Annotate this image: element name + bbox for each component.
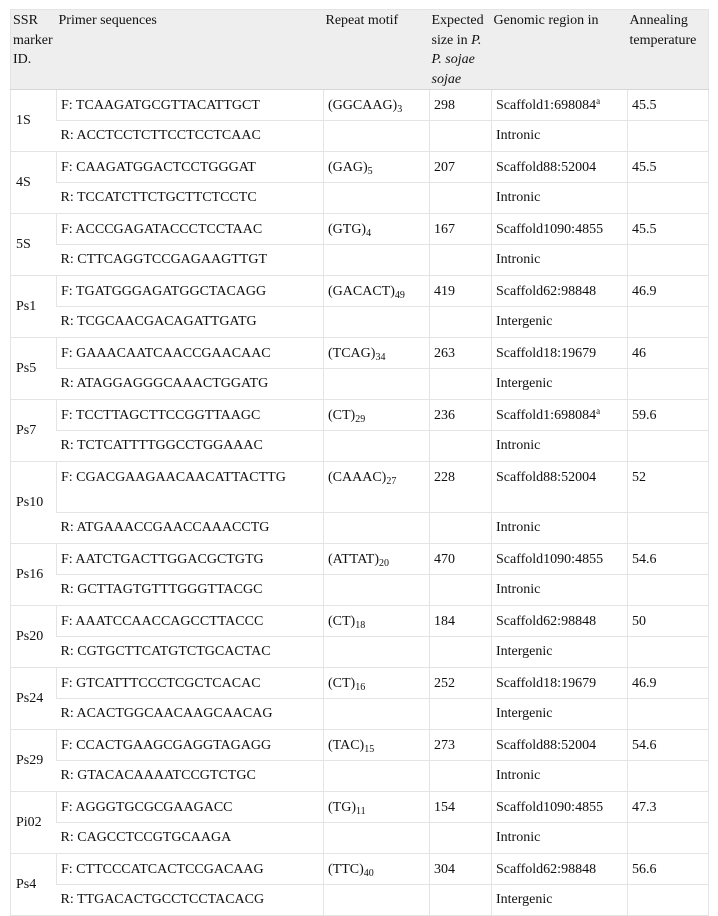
empty-cell bbox=[430, 761, 492, 792]
scaffold-location: Scaffold1090:4855 bbox=[496, 800, 604, 815]
reverse-primer-cell: R: GTACACAAAATCCGTCTGC bbox=[57, 761, 324, 792]
genomic-region-cell: Intronic bbox=[492, 183, 628, 214]
empty-cell bbox=[628, 369, 709, 400]
table-row-forward bbox=[11, 792, 709, 823]
reverse-primer-cell: R: TCTCATTTTGGCCTGGAAAC bbox=[57, 431, 324, 462]
genomic-region-cell: Intronic bbox=[492, 245, 628, 276]
header-row bbox=[11, 10, 709, 90]
forward-primer-cell: F: TCAAGATGCGTTACATTGCT bbox=[57, 90, 324, 121]
table-row-forward bbox=[11, 214, 709, 245]
genomic-region-cell: Intronic bbox=[492, 431, 628, 462]
repeat-motif-unit: (GACACT) bbox=[328, 284, 395, 299]
forward-primer-cell: F: AAATCCAACCAGCCTTACCC bbox=[57, 606, 324, 637]
table-row-forward bbox=[11, 276, 709, 307]
annealing-temperature-cell: 54.6 bbox=[628, 544, 709, 575]
empty-cell bbox=[430, 245, 492, 276]
repeat-motif-count: 49 bbox=[394, 290, 405, 301]
genomic-region-cell: Intergenic bbox=[492, 369, 628, 400]
empty-cell bbox=[324, 307, 430, 338]
scaffold-location: Scaffold1:698084 bbox=[496, 408, 597, 423]
scaffold-location: Scaffold88:52004 bbox=[496, 738, 597, 753]
table-row-reverse bbox=[11, 121, 709, 152]
scaffold-location: Scaffold18:19679 bbox=[496, 346, 597, 361]
scaffold-location: Scaffold1:698084 bbox=[496, 98, 597, 113]
table-row-reverse bbox=[11, 885, 709, 916]
repeat-motif-cell bbox=[324, 276, 430, 307]
header-size-text: Expected size in bbox=[431, 13, 484, 48]
expected-size-cell: 298 bbox=[430, 90, 492, 121]
annealing-temperature-cell: 46.9 bbox=[628, 668, 709, 699]
empty-cell bbox=[628, 699, 709, 730]
annealing-temperature-cell: 52 bbox=[628, 462, 709, 513]
scaffold-location: Scaffold18:19679 bbox=[496, 676, 597, 691]
scaffold-cell bbox=[492, 730, 628, 761]
expected-size-cell: 263 bbox=[430, 338, 492, 369]
empty-cell bbox=[628, 121, 709, 152]
genomic-region-cell: Intronic bbox=[492, 513, 628, 544]
table-header bbox=[11, 10, 709, 90]
forward-primer-cell: F: AGGGTGCGCGAAGACC bbox=[57, 792, 324, 823]
reverse-primer-cell: R: ACACTGGCAACAAGCAACAG bbox=[57, 699, 324, 730]
repeat-motif-cell bbox=[324, 90, 430, 121]
empty-cell bbox=[628, 885, 709, 916]
expected-size-cell: 304 bbox=[430, 854, 492, 885]
repeat-motif-unit: (GAG) bbox=[328, 160, 368, 175]
repeat-motif-count: 18 bbox=[355, 620, 366, 631]
header-expected-size bbox=[430, 10, 492, 90]
scaffold-location: Scaffold88:52004 bbox=[496, 470, 597, 485]
table-row-forward bbox=[11, 544, 709, 575]
genomic-region-cell: Intronic bbox=[492, 121, 628, 152]
repeat-motif-unit: (GTG) bbox=[328, 222, 367, 237]
annealing-temperature-cell: 46.9 bbox=[628, 276, 709, 307]
repeat-motif-count: 5 bbox=[367, 166, 373, 177]
header-marker-id: SSR marker ID. bbox=[11, 10, 57, 90]
expected-size-cell: 207 bbox=[430, 152, 492, 183]
table-row-forward bbox=[11, 668, 709, 699]
repeat-motif-cell bbox=[324, 462, 430, 513]
empty-cell bbox=[628, 307, 709, 338]
forward-primer-cell: F: ACCCGAGATACCCTCCTAAC bbox=[57, 214, 324, 245]
empty-cell bbox=[430, 121, 492, 152]
marker-id-cell: Ps7 bbox=[11, 400, 57, 462]
scaffold-location: Scaffold62:98848 bbox=[496, 614, 597, 629]
footnote-marker: a bbox=[596, 96, 601, 106]
empty-cell bbox=[430, 637, 492, 668]
table-row-forward bbox=[11, 338, 709, 369]
table-row-reverse bbox=[11, 431, 709, 462]
scaffold-location: Scaffold1090:4855 bbox=[496, 222, 604, 237]
empty-cell bbox=[324, 369, 430, 400]
empty-cell bbox=[324, 637, 430, 668]
scaffold-cell bbox=[492, 668, 628, 699]
repeat-motif-count: 15 bbox=[364, 744, 375, 755]
repeat-motif-unit: (CT) bbox=[328, 408, 356, 423]
repeat-motif-count: 4 bbox=[366, 228, 372, 239]
ssr-marker-table bbox=[10, 9, 709, 916]
table-body bbox=[11, 90, 709, 916]
forward-primer-cell: F: CGACGAAGAACAACATTACTTG bbox=[57, 462, 324, 513]
footnote-marker: a bbox=[596, 406, 601, 416]
header-annealing-temperature: Annealing temperature bbox=[628, 10, 709, 90]
empty-cell bbox=[628, 245, 709, 276]
scaffold-cell bbox=[492, 276, 628, 307]
marker-id-cell: 5S bbox=[11, 214, 57, 276]
forward-primer-cell: F: GAAACAATCAACCGAACAAC bbox=[57, 338, 324, 369]
repeat-motif-cell bbox=[324, 544, 430, 575]
table-row-reverse bbox=[11, 823, 709, 854]
table-row-forward bbox=[11, 90, 709, 121]
scaffold-location: Scaffold88:52004 bbox=[496, 160, 597, 175]
repeat-motif-cell bbox=[324, 606, 430, 637]
header-genomic-region: Genomic region in bbox=[492, 10, 628, 90]
genomic-region-cell: Intronic bbox=[492, 823, 628, 854]
expected-size-cell: 236 bbox=[430, 400, 492, 431]
annealing-temperature-cell: 46 bbox=[628, 338, 709, 369]
repeat-motif-count: 34 bbox=[375, 352, 386, 363]
empty-cell bbox=[324, 823, 430, 854]
empty-cell bbox=[430, 183, 492, 214]
repeat-motif-cell bbox=[324, 668, 430, 699]
repeat-motif-count: 29 bbox=[355, 414, 366, 425]
scaffold-cell bbox=[492, 462, 628, 513]
forward-primer-cell: F: CAAGATGGACTCCTGGGAT bbox=[57, 152, 324, 183]
repeat-motif-unit: (ATTAT) bbox=[328, 552, 379, 567]
repeat-motif-cell bbox=[324, 792, 430, 823]
scaffold-cell bbox=[492, 90, 628, 121]
scaffold-location: Scaffold1090:4855 bbox=[496, 552, 604, 567]
genomic-region-cell: Intergenic bbox=[492, 307, 628, 338]
marker-id-cell: 4S bbox=[11, 152, 57, 214]
expected-size-cell: 154 bbox=[430, 792, 492, 823]
forward-primer-cell: F: GTCATTTCCCTCGCTCACAC bbox=[57, 668, 324, 699]
header-repeat-motif: Repeat motif bbox=[324, 10, 430, 90]
empty-cell bbox=[324, 183, 430, 214]
marker-id-cell: Ps4 bbox=[11, 854, 57, 916]
marker-id-cell: Ps29 bbox=[11, 730, 57, 792]
scaffold-location: Scaffold62:98848 bbox=[496, 862, 597, 877]
repeat-motif-count: 40 bbox=[363, 868, 374, 879]
annealing-temperature-cell: 50 bbox=[628, 606, 709, 637]
table-row-forward bbox=[11, 730, 709, 761]
empty-cell bbox=[430, 575, 492, 606]
empty-cell bbox=[430, 699, 492, 730]
table-row-reverse bbox=[11, 513, 709, 544]
repeat-motif-cell bbox=[324, 152, 430, 183]
scaffold-cell bbox=[492, 544, 628, 575]
marker-id-cell: Ps1 bbox=[11, 276, 57, 338]
repeat-motif-unit: (CT) bbox=[328, 614, 356, 629]
marker-id-cell: Ps16 bbox=[11, 544, 57, 606]
empty-cell bbox=[628, 761, 709, 792]
empty-cell bbox=[324, 431, 430, 462]
reverse-primer-cell: R: CAGCCTCCGTGCAAGA bbox=[57, 823, 324, 854]
expected-size-cell: 470 bbox=[430, 544, 492, 575]
repeat-motif-count: 27 bbox=[386, 476, 397, 487]
empty-cell bbox=[430, 369, 492, 400]
expected-size-cell: 228 bbox=[430, 462, 492, 513]
scaffold-cell bbox=[492, 338, 628, 369]
empty-cell bbox=[430, 431, 492, 462]
empty-cell bbox=[430, 823, 492, 854]
annealing-temperature-cell: 59.6 bbox=[628, 400, 709, 431]
expected-size-cell: 184 bbox=[430, 606, 492, 637]
repeat-motif-cell bbox=[324, 214, 430, 245]
table-row-reverse bbox=[11, 761, 709, 792]
marker-id-cell: Ps24 bbox=[11, 668, 57, 730]
repeat-motif-unit: (GGCAAG) bbox=[328, 98, 398, 113]
repeat-motif-unit: (CAAAC) bbox=[328, 470, 387, 485]
scaffold-location: Scaffold62:98848 bbox=[496, 284, 597, 299]
table-row-reverse bbox=[11, 245, 709, 276]
genomic-region-cell: Intergenic bbox=[492, 699, 628, 730]
repeat-motif-unit: (TG) bbox=[328, 800, 356, 815]
genomic-region-cell: Intronic bbox=[492, 575, 628, 606]
expected-size-cell: 252 bbox=[430, 668, 492, 699]
marker-id-cell: Pi02 bbox=[11, 792, 57, 854]
genomic-region-cell: Intergenic bbox=[492, 885, 628, 916]
empty-cell bbox=[628, 431, 709, 462]
reverse-primer-cell: R: ACCTCCTCTTCCTCCTCAAC bbox=[57, 121, 324, 152]
forward-primer-cell: F: TCCTTAGCTTCCGGTTAAGC bbox=[57, 400, 324, 431]
reverse-primer-cell: R: TCCATCTTCTGCTTCTCCTC bbox=[57, 183, 324, 214]
forward-primer-cell: F: CTTCCCATCACTCCGACAAG bbox=[57, 854, 324, 885]
genomic-region-cell: Intergenic bbox=[492, 637, 628, 668]
forward-primer-cell: F: CCACTGAAGCGAGGTAGAGG bbox=[57, 730, 324, 761]
empty-cell bbox=[430, 513, 492, 544]
annealing-temperature-cell: 54.6 bbox=[628, 730, 709, 761]
scaffold-cell bbox=[492, 400, 628, 431]
empty-cell bbox=[430, 885, 492, 916]
forward-primer-cell: F: AATCTGACTTGGACGCTGTG bbox=[57, 544, 324, 575]
repeat-motif-unit: (TAC) bbox=[328, 738, 365, 753]
reverse-primer-cell: R: CGTGCTTCATGTCTGCACTAC bbox=[57, 637, 324, 668]
annealing-temperature-cell: 45.5 bbox=[628, 214, 709, 245]
repeat-motif-count: 3 bbox=[397, 104, 403, 115]
table-row-forward bbox=[11, 462, 709, 513]
expected-size-cell: 419 bbox=[430, 276, 492, 307]
empty-cell bbox=[324, 121, 430, 152]
repeat-motif-cell bbox=[324, 338, 430, 369]
expected-size-cell: 167 bbox=[430, 214, 492, 245]
repeat-motif-count: 16 bbox=[355, 682, 366, 693]
marker-id-cell: Ps5 bbox=[11, 338, 57, 400]
table-row-forward bbox=[11, 152, 709, 183]
empty-cell bbox=[628, 183, 709, 214]
scaffold-cell bbox=[492, 792, 628, 823]
empty-cell bbox=[628, 637, 709, 668]
reverse-primer-cell: R: TCGCAACGACAGATTGATG bbox=[57, 307, 324, 338]
ssr-marker-table-container bbox=[10, 9, 708, 916]
table-row-reverse bbox=[11, 183, 709, 214]
empty-cell bbox=[324, 513, 430, 544]
reverse-primer-cell: R: TTGACACTGCCTCCTACACG bbox=[57, 885, 324, 916]
table-row-reverse bbox=[11, 369, 709, 400]
table-row-reverse bbox=[11, 307, 709, 338]
scaffold-cell bbox=[492, 214, 628, 245]
marker-id-cell: Ps20 bbox=[11, 606, 57, 668]
reverse-primer-cell: R: GCTTAGTGTTTGGGTTACGC bbox=[57, 575, 324, 606]
empty-cell bbox=[324, 575, 430, 606]
expected-size-cell: 273 bbox=[430, 730, 492, 761]
table-row-reverse bbox=[11, 575, 709, 606]
repeat-motif-cell bbox=[324, 854, 430, 885]
table-row-reverse bbox=[11, 699, 709, 730]
empty-cell bbox=[324, 885, 430, 916]
reverse-primer-cell: R: ATGAAACCGAACCAAACCTG bbox=[57, 513, 324, 544]
reverse-primer-cell: R: ATAGGAGGGCAAACTGGATG bbox=[57, 369, 324, 400]
annealing-temperature-cell: 45.5 bbox=[628, 152, 709, 183]
marker-id-cell: Ps10 bbox=[11, 462, 57, 544]
table-row-forward bbox=[11, 606, 709, 637]
header-size-species: P. P. sojae sojae bbox=[431, 32, 482, 87]
empty-cell bbox=[628, 575, 709, 606]
table-row-forward bbox=[11, 400, 709, 431]
repeat-motif-count: 11 bbox=[356, 806, 366, 817]
table-row-forward bbox=[11, 854, 709, 885]
marker-id-cell: 1S bbox=[11, 90, 57, 152]
annealing-temperature-cell: 45.5 bbox=[628, 90, 709, 121]
scaffold-cell bbox=[492, 606, 628, 637]
genomic-region-cell: Intronic bbox=[492, 761, 628, 792]
empty-cell bbox=[324, 699, 430, 730]
repeat-motif-cell bbox=[324, 400, 430, 431]
table-row-reverse bbox=[11, 637, 709, 668]
empty-cell bbox=[324, 245, 430, 276]
repeat-motif-count: 20 bbox=[378, 558, 389, 569]
empty-cell bbox=[430, 307, 492, 338]
header-primer-sequences: Primer sequences bbox=[57, 10, 324, 90]
empty-cell bbox=[324, 761, 430, 792]
repeat-motif-unit: (TCAG) bbox=[328, 346, 376, 361]
repeat-motif-unit: (TTC) bbox=[328, 862, 364, 877]
reverse-primer-cell: R: CTTCAGGTCCGAGAAGTTGT bbox=[57, 245, 324, 276]
forward-primer-cell: F: TGATGGGAGATGGCTACAGG bbox=[57, 276, 324, 307]
scaffold-cell bbox=[492, 854, 628, 885]
annealing-temperature-cell: 56.6 bbox=[628, 854, 709, 885]
annealing-temperature-cell: 47.3 bbox=[628, 792, 709, 823]
repeat-motif-unit: (CT) bbox=[328, 676, 356, 691]
scaffold-cell bbox=[492, 152, 628, 183]
empty-cell bbox=[628, 513, 709, 544]
empty-cell bbox=[628, 823, 709, 854]
repeat-motif-cell bbox=[324, 730, 430, 761]
